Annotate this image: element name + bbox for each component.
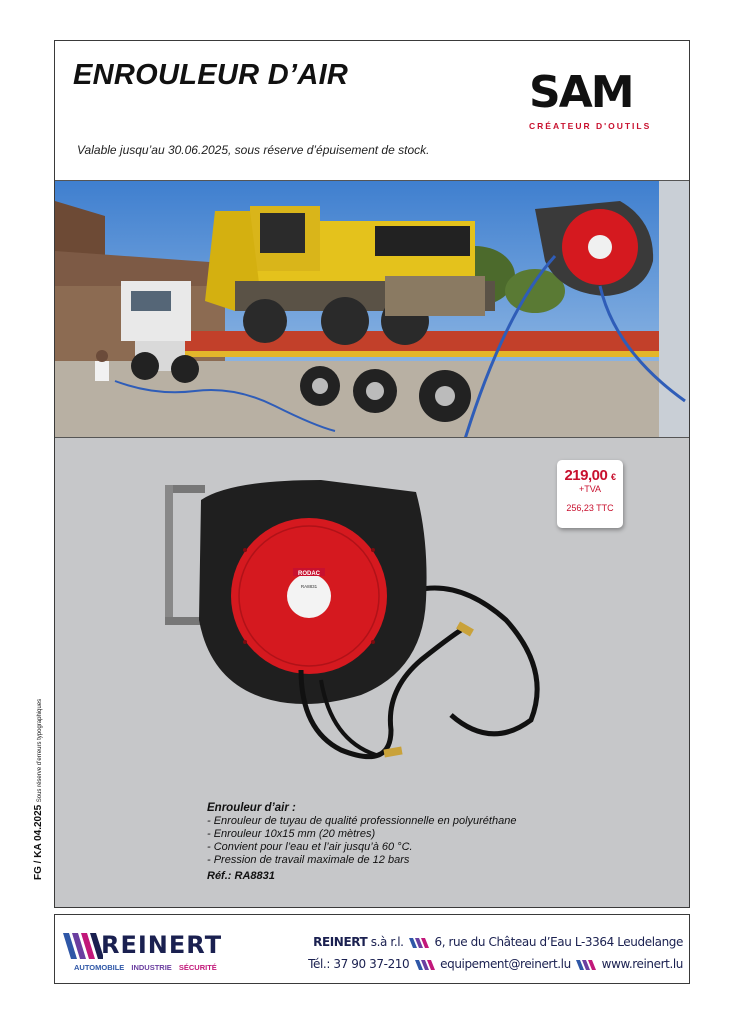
air-reel-product-image (161, 480, 581, 780)
typo-disclaimer: Sous réserve d’erreurs typographiques (37, 698, 43, 803)
email-link[interactable]: equipement@reinert.lu (440, 957, 571, 971)
separator-stripes-icon (415, 960, 435, 970)
company-suffix: s.à r.l. (370, 935, 404, 949)
page-title: ENROULEUR D’AIR (73, 59, 349, 91)
tag-securite: SÉCURITÉ (178, 963, 217, 972)
company-name: REINERT (313, 935, 368, 949)
sam-logo (529, 67, 675, 143)
header (55, 41, 689, 180)
application-photo (55, 180, 689, 438)
price-ttc: 256,23 TTC (566, 503, 614, 513)
price-value: 219,00 (564, 467, 608, 484)
reel-label-brand: RODAC (298, 571, 320, 577)
separator-stripes-icon (409, 938, 429, 948)
website-link[interactable]: www.reinert.lu (601, 957, 683, 971)
document-code: FG / KA 04.2025 (33, 804, 44, 880)
separator-stripes-icon (576, 960, 596, 970)
logo-tagline: CRÉATEUR D'OUTILS (529, 121, 652, 131)
brand-tags (74, 963, 222, 972)
product-description (207, 802, 516, 883)
flyer-sheet (54, 40, 690, 908)
street-address: 6, rue du Château d’Eau L-3364 Leudelange (434, 935, 683, 949)
reinert-stripes-icon (63, 933, 103, 959)
footer (54, 914, 690, 984)
brand-word: REINERT (101, 931, 223, 959)
product-reference: Réf.: RA8831 (207, 870, 275, 882)
logo-word: SAM (529, 67, 633, 118)
tag-automobile: AUTOMOBILE (74, 963, 125, 972)
feature-item: - Convient pour l’eau et l’air jusqu’à 60 °C. (207, 841, 413, 853)
product-panel (55, 438, 689, 907)
description-title: Enrouleur d’air : (207, 802, 296, 814)
tag-industrie: INDUSTRIE (131, 963, 172, 972)
price-currency: € (611, 472, 616, 482)
address-line (308, 931, 683, 953)
contact-block (308, 931, 683, 975)
feature-item: - Enrouleur de tuyau de qualité professionnelle en polyuréthane (207, 815, 517, 827)
reinert-logo (61, 931, 245, 979)
side-note (33, 699, 44, 880)
feature-item: - Enrouleur 10x15 mm (20 mètres) (207, 828, 376, 840)
excavator-scene-image (55, 181, 689, 438)
reel-label-model: RA8831 (300, 584, 318, 589)
phone-number: Tél.: 37 90 37-210 (308, 957, 410, 971)
price-tva: +TVA (578, 484, 602, 494)
feature-item: - Pression de travail maximale de 12 bars (207, 854, 410, 866)
contact-line (308, 953, 683, 975)
validity-note: Valable jusqu’au 30.06.2025, sous réserve d’épuisement de stock. (77, 143, 430, 157)
